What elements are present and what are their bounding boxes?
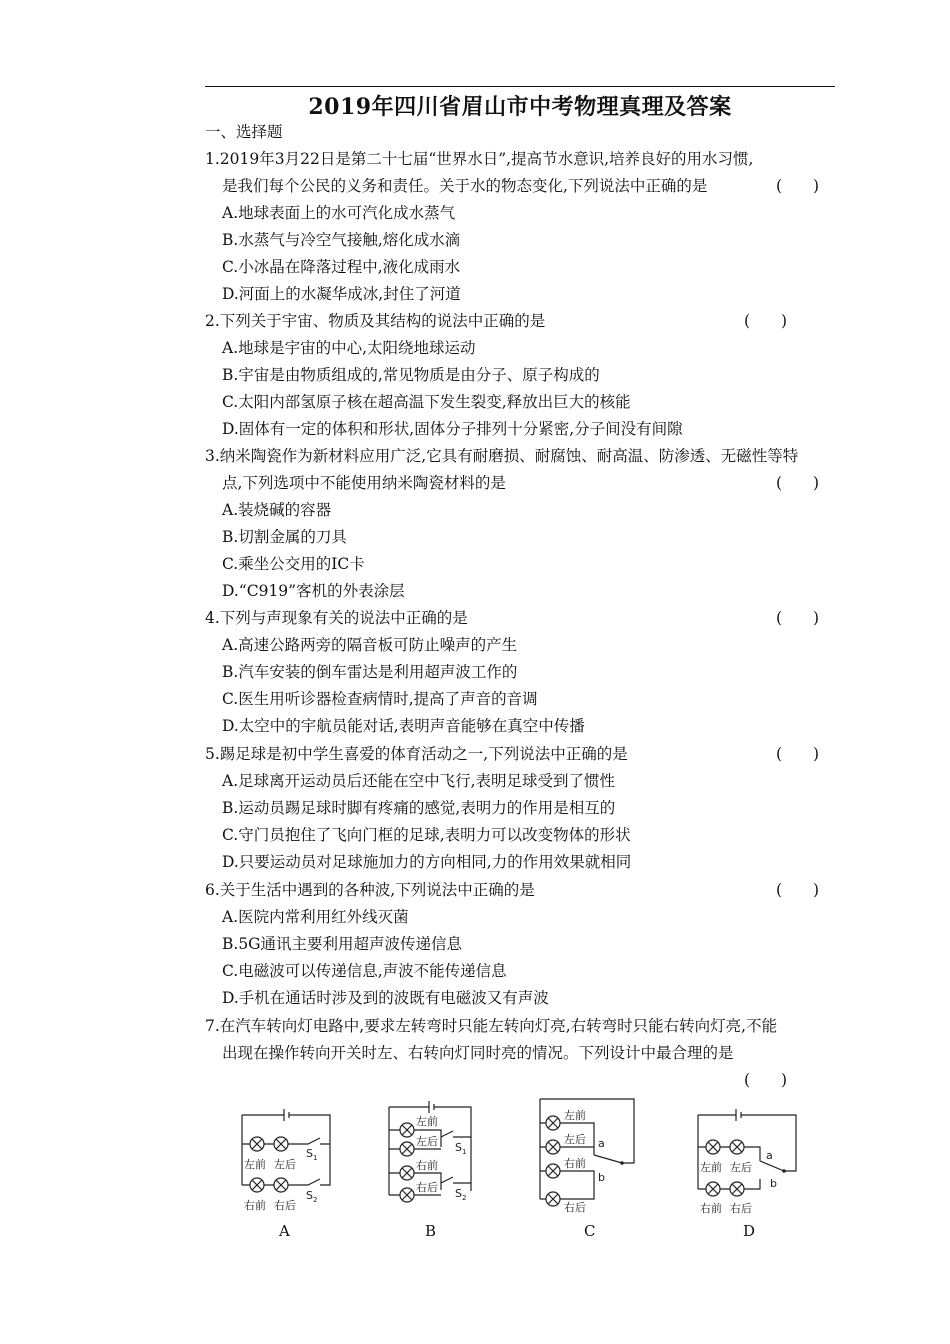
q3-option-b: B.切割金属的刀具 [222, 528, 347, 546]
label-left-front: 左前 [244, 1158, 266, 1171]
q1-option-d: D.河面上的水凝华成冰,封住了河道 [222, 285, 461, 303]
label-right-front: 右前 [244, 1199, 266, 1212]
q4-option-b: B.汽车安装的倒车雷达是利用超声波工作的 [222, 663, 518, 681]
page-title: 2019年四川省眉山市中考物理真理及答案 [308, 94, 732, 120]
option-label-a: A [279, 1222, 290, 1240]
option-label-b: B [425, 1222, 437, 1240]
q1-line1: 1.2019年3月22日是第二十七届“世界水日”,提高节水意识,培养良好的用水习惯, [205, 150, 754, 168]
q4-option-c: C.医生用听诊器检查病情时,提高了声音的音调 [222, 690, 538, 708]
q7-line2: 出现在操作转向开关时左、右转向灯同时亮的情况。下列设计中最合理的是 [222, 1044, 734, 1062]
label-right-front: 右前 [564, 1157, 586, 1170]
q1-option-c: C.小冰晶在降落过程中,液化成雨水 [222, 258, 461, 276]
header-rule [205, 86, 835, 87]
q3-option-a: A.装烧碱的容器 [222, 501, 332, 519]
q6-option-d: D.手机在通话时涉及到的波既有电磁波又有声波 [222, 989, 549, 1007]
label-left-front: 左前 [700, 1161, 722, 1174]
q2-line1: 2.下列关于宇宙、物质及其结构的说法中正确的是 [205, 312, 546, 330]
label-left-rear: 左后 [564, 1133, 586, 1146]
label-left-front: 左前 [564, 1109, 586, 1122]
q4-answer-bracket: ( ) [776, 609, 820, 627]
q5-answer-bracket: ( ) [776, 745, 820, 763]
circuit-diagram-b [383, 1095, 478, 1213]
q6-answer-bracket: ( ) [776, 881, 820, 899]
label-left-front: 左前 [416, 1115, 438, 1128]
q6-option-a: A.医院内常利用红外线灭菌 [222, 908, 409, 926]
label-left-rear: 左后 [274, 1158, 296, 1171]
switch-contact-b: b [770, 1177, 777, 1190]
q1-line2: 是我们每个公民的义务和责任。关于水的物态变化,下列说法中正确的是 [222, 177, 708, 195]
q5-option-c: C.守门员抱住了飞向门框的足球,表明力可以改变物体的形状 [222, 826, 631, 844]
label-right-rear: 右后 [416, 1181, 438, 1194]
label-left-rear: 左后 [416, 1135, 438, 1148]
option-label-c: C [584, 1222, 596, 1240]
q1-answer-bracket: ( ) [776, 177, 820, 195]
switch-contact-b: b [598, 1171, 605, 1184]
q3-line2: 点,下列选项中不能使用纳米陶瓷材料的是 [222, 474, 506, 492]
q4-option-d: D.太空中的宇航员能对话,表明声音能够在真空中传播 [222, 717, 585, 735]
circuit-diagram-d [692, 1095, 804, 1215]
q6-option-c: C.电磁波可以传递信息,声波不能传递信息 [222, 962, 507, 980]
label-right-front: 右前 [700, 1202, 722, 1215]
q2-option-a: A.地球是宇宙的中心,太阳绕地球运动 [222, 339, 476, 357]
switch-label-s2: $S_2$ [306, 1189, 318, 1204]
q1-option-b: B.水蒸气与冷空气接触,熔化成水滴 [222, 231, 461, 249]
option-label-d: D [743, 1222, 756, 1240]
switch-label-s1: $S_1$ [455, 1141, 467, 1156]
q4-line1: 4.下列与声现象有关的说法中正确的是 [205, 609, 468, 627]
q7-answer-bracket: ( ) [744, 1071, 788, 1089]
q2-option-d: D.固体有一定的体积和形状,固体分子排列十分紧密,分子间没有间隙 [222, 420, 683, 438]
circuit-diagram-a [236, 1095, 334, 1213]
q3-line1: 3.纳米陶瓷作为新材料应用广泛,它具有耐磨损、耐腐蚀、耐高温、防渗透、无磁性等特 [205, 447, 799, 465]
label-right-front: 右前 [416, 1159, 438, 1172]
q3-answer-bracket: ( ) [776, 474, 820, 492]
q3-option-d: D.“C919”客机的外表涂层 [222, 582, 405, 600]
switch-label-s2: $S_2$ [455, 1187, 467, 1202]
q3-option-c: C.乘坐公交用的IC卡 [222, 555, 365, 573]
q5-option-b: B.运动员踢足球时脚有疼痛的感觉,表明力的作用是相互的 [222, 799, 616, 817]
q5-option-a: A.足球离开运动员后还能在空中飞行,表明足球受到了惯性 [222, 772, 616, 790]
switch-contact-a: a [766, 1149, 773, 1162]
label-right-rear: 右后 [730, 1202, 752, 1215]
q2-answer-bracket: ( ) [744, 312, 788, 330]
label-left-rear: 左后 [730, 1161, 752, 1174]
q1-option-a: A.地球表面上的水可汽化成水蒸气 [222, 204, 456, 222]
q2-option-c: C.太阳内部氢原子核在超高温下发生裂变,释放出巨大的核能 [222, 393, 631, 411]
q4-option-a: A.高速公路两旁的隔音板可防止噪声的产生 [222, 636, 518, 654]
circuit-diagram-c [534, 1095, 644, 1215]
q6-line1: 6.关于生活中遇到的各种波,下列说法中正确的是 [205, 881, 535, 899]
switch-label-s1: $S_1$ [306, 1147, 318, 1162]
q2-option-b: B.宇宙是由物质组成的,常见物质是由分子、原子构成的 [222, 366, 600, 384]
q7-line1: 7.在汽车转向灯电路中,要求左转弯时只能左转向灯亮,右转弯时只能右转向灯亮,不能 [205, 1017, 778, 1035]
label-right-rear: 右后 [564, 1201, 586, 1214]
section-heading: 一、选择题 [205, 123, 283, 141]
label-right-rear: 右后 [274, 1199, 296, 1212]
q6-option-b: B.5G通讯主要利用超声波传递信息 [222, 935, 463, 953]
q5-line1: 5.踢足球是初中学生喜爱的体育活动之一,下列说法中正确的是 [205, 745, 628, 763]
switch-contact-a: a [598, 1137, 605, 1150]
q5-option-d: D.只要运动员对足球施加力的方向相同,力的作用效果就相同 [222, 853, 632, 871]
